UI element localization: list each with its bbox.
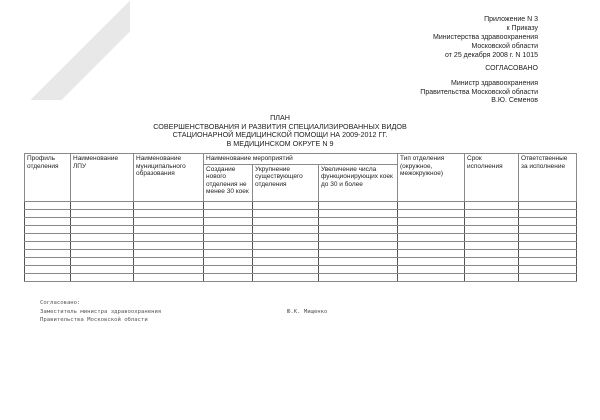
header-municipality: Наименование муниципального образования xyxy=(134,154,204,202)
appendix-line: Министерства здравоохранения xyxy=(433,34,538,41)
table-cell[interactable] xyxy=(253,209,319,217)
table-cell[interactable] xyxy=(398,265,465,273)
minister-block xyxy=(420,80,538,106)
table-cell[interactable] xyxy=(465,265,519,273)
table-cell[interactable] xyxy=(519,265,577,273)
table-cell[interactable] xyxy=(253,225,319,233)
table-cell[interactable] xyxy=(204,273,253,281)
table-cell[interactable] xyxy=(134,217,204,225)
footer-signatory: Ю.К. Мищенко xyxy=(287,308,328,315)
table-cell[interactable] xyxy=(71,217,134,225)
header-dept-type: Тип отделения (окружное, межокружное) xyxy=(398,154,465,202)
minister-line: Правительства Московской области xyxy=(420,88,538,96)
table-cell[interactable] xyxy=(71,265,134,273)
table-cell[interactable] xyxy=(253,257,319,265)
table-row xyxy=(25,249,577,257)
appendix-line: к Приказу xyxy=(506,25,538,32)
table-cell[interactable] xyxy=(465,209,519,217)
table-cell[interactable] xyxy=(319,217,398,225)
header-profile: Профиль отделения xyxy=(25,154,71,202)
table-cell[interactable] xyxy=(204,249,253,257)
table-cell[interactable] xyxy=(25,273,71,281)
table-cell[interactable] xyxy=(134,225,204,233)
table-cell[interactable] xyxy=(465,257,519,265)
table-cell[interactable] xyxy=(204,201,253,209)
table-row xyxy=(25,225,577,233)
watermark xyxy=(0,0,130,100)
table-row xyxy=(25,273,577,281)
footer-line: Заместитель министра здравоохранения xyxy=(40,308,162,315)
table-cell[interactable] xyxy=(519,241,577,249)
table-cell[interactable] xyxy=(465,217,519,225)
appendix-line: от 25 декабря 2008 г. N 1015 xyxy=(445,52,538,59)
agreed-label: СОГЛАСОВАНО xyxy=(485,65,538,72)
table-cell[interactable] xyxy=(319,209,398,217)
header-measures: Наименование мероприятий xyxy=(204,154,398,165)
table-cell[interactable] xyxy=(134,249,204,257)
header-deadline: Срок исполнения xyxy=(465,154,519,202)
title-line: СОВЕРШЕНСТВОВАНИЯ И РАЗВИТИЯ СПЕЦИАЛИЗИРОВАННЫХ ВИДОВ xyxy=(153,121,407,131)
table-cell[interactable] xyxy=(253,273,319,281)
table-cell[interactable] xyxy=(71,201,134,209)
footer-approval xyxy=(40,299,328,325)
table-cell[interactable] xyxy=(519,217,577,225)
table-cell[interactable] xyxy=(519,201,577,209)
document-title xyxy=(150,114,410,148)
table-cell[interactable] xyxy=(25,217,71,225)
table-cell[interactable] xyxy=(253,233,319,241)
table-cell[interactable] xyxy=(398,233,465,241)
table-cell[interactable] xyxy=(398,201,465,209)
table-cell[interactable] xyxy=(398,257,465,265)
table-cell[interactable] xyxy=(71,241,134,249)
table-cell[interactable] xyxy=(319,225,398,233)
table-row xyxy=(25,209,577,217)
table-cell[interactable] xyxy=(204,265,253,273)
table-cell[interactable] xyxy=(25,265,71,273)
table-cell[interactable] xyxy=(71,257,134,265)
table-cell[interactable] xyxy=(25,201,71,209)
table-row xyxy=(25,233,577,241)
table-cell[interactable] xyxy=(134,201,204,209)
plan-table xyxy=(24,153,577,282)
appendix-line: Приложение N 3 xyxy=(484,16,538,23)
table-cell[interactable] xyxy=(253,265,319,273)
table-row xyxy=(25,257,577,265)
table-cell[interactable] xyxy=(319,249,398,257)
footer-line: Согласовано: xyxy=(40,300,81,306)
table-cell[interactable] xyxy=(319,273,398,281)
table-cell[interactable] xyxy=(519,233,577,241)
appendix-block xyxy=(433,15,538,60)
table-cell[interactable] xyxy=(204,241,253,249)
table-cell[interactable] xyxy=(134,265,204,273)
table-cell[interactable] xyxy=(465,225,519,233)
header-new-dept: Создание нового отделения не менее 30 коек xyxy=(204,164,253,201)
table-cell[interactable] xyxy=(204,257,253,265)
table-cell[interactable] xyxy=(319,257,398,265)
minister-line: В.Ю. Семенов xyxy=(491,97,538,104)
table-cell[interactable] xyxy=(204,233,253,241)
table-cell[interactable] xyxy=(465,249,519,257)
table-cell[interactable] xyxy=(204,209,253,217)
table-cell[interactable] xyxy=(71,225,134,233)
table-cell[interactable] xyxy=(398,249,465,257)
table-cell[interactable] xyxy=(134,233,204,241)
table-cell[interactable] xyxy=(134,273,204,281)
table-cell[interactable] xyxy=(25,257,71,265)
table-cell[interactable] xyxy=(204,217,253,225)
table-cell[interactable] xyxy=(25,225,71,233)
title-line: СТАЦИОНАРНОЙ МЕДИЦИНСКОЙ ПОМОЩИ НА 2009-2012 ГГ. xyxy=(172,130,388,139)
table-cell[interactable] xyxy=(204,225,253,233)
table-row xyxy=(25,265,577,273)
table-cell[interactable] xyxy=(253,201,319,209)
table-body xyxy=(25,201,577,281)
table-cell[interactable] xyxy=(319,241,398,249)
table-cell[interactable] xyxy=(398,241,465,249)
table-cell[interactable] xyxy=(398,225,465,233)
table-cell[interactable] xyxy=(71,209,134,217)
footer-line: Правительства Московской области xyxy=(40,317,148,323)
table-cell[interactable] xyxy=(25,209,71,217)
table-cell[interactable] xyxy=(465,241,519,249)
table-cell[interactable] xyxy=(25,241,71,249)
table-cell[interactable] xyxy=(519,273,577,281)
title-line: ПЛАН xyxy=(270,113,290,122)
table-cell[interactable] xyxy=(519,225,577,233)
header-enlarge-dept: Укрупнение существующего отделения xyxy=(253,164,319,201)
table-cell[interactable] xyxy=(253,217,319,225)
table-cell[interactable] xyxy=(134,209,204,217)
header-increase-beds: Увеличение числа функционирующих коек до 30 и более xyxy=(319,164,398,201)
table-cell[interactable] xyxy=(519,257,577,265)
header-responsible: Ответственные за исполнение xyxy=(519,154,577,202)
table-cell[interactable] xyxy=(134,241,204,249)
table-cell[interactable] xyxy=(465,273,519,281)
table-cell[interactable] xyxy=(398,209,465,217)
table-cell[interactable] xyxy=(465,233,519,241)
table-cell[interactable] xyxy=(25,233,71,241)
table-cell[interactable] xyxy=(319,233,398,241)
table-row xyxy=(25,241,577,249)
title-line: В МЕДИЦИНСКОМ ОКРУГЕ N 9 xyxy=(226,138,334,148)
table-cell[interactable] xyxy=(71,233,134,241)
table-cell[interactable] xyxy=(253,249,319,257)
table-cell[interactable] xyxy=(319,201,398,209)
minister-line: Министр здравоохранения xyxy=(451,80,538,87)
table-cell[interactable] xyxy=(519,209,577,217)
table-row xyxy=(25,201,577,209)
header-lpu: Наименование ЛПУ xyxy=(71,154,134,202)
table-cell[interactable] xyxy=(134,257,204,265)
table-cell[interactable] xyxy=(71,249,134,257)
table-row xyxy=(25,217,577,225)
table-cell[interactable] xyxy=(319,265,398,273)
table-cell[interactable] xyxy=(25,249,71,257)
table-cell[interactable] xyxy=(398,273,465,281)
table-cell[interactable] xyxy=(519,249,577,257)
watermark-text: NoNumber.ru xyxy=(10,15,63,68)
appendix-line: Московской области xyxy=(471,43,538,50)
table-cell[interactable] xyxy=(465,201,519,209)
table-cell[interactable] xyxy=(71,273,134,281)
table-cell[interactable] xyxy=(253,241,319,249)
table-cell[interactable] xyxy=(398,217,465,225)
